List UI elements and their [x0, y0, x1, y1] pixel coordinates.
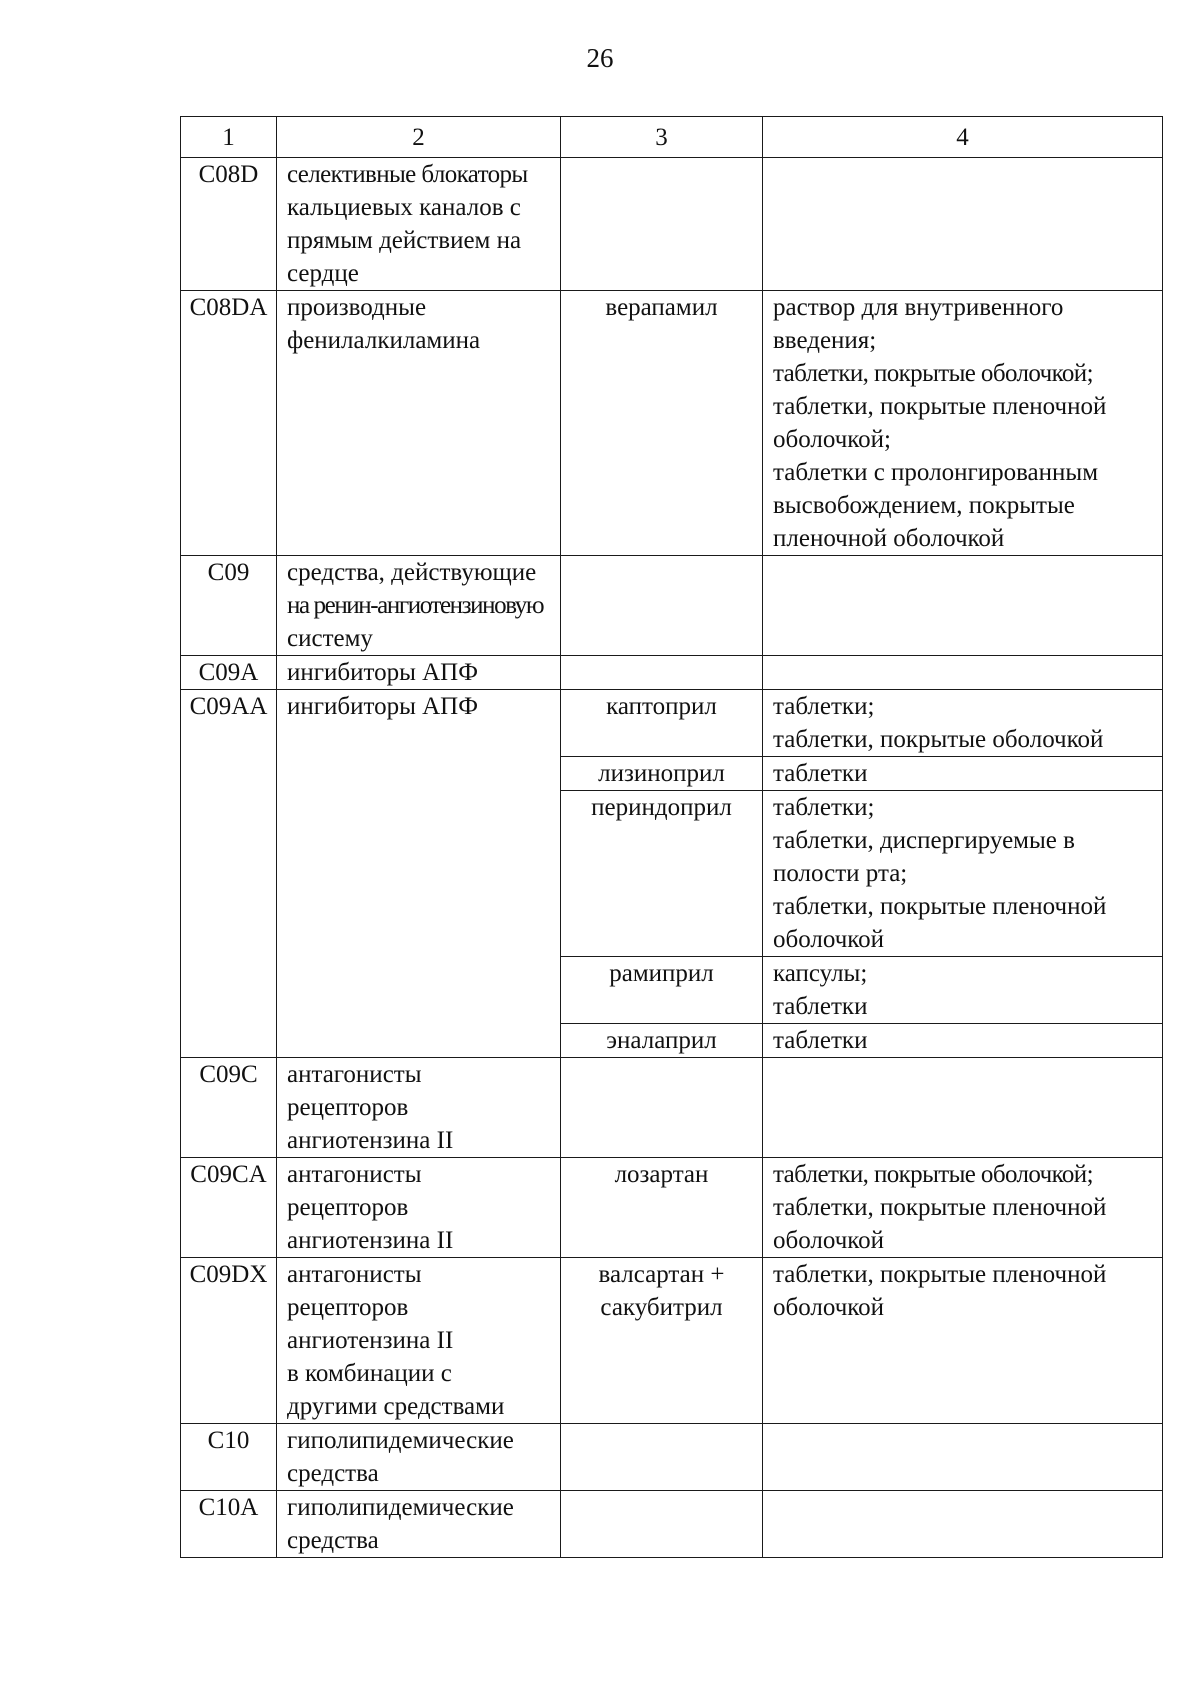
table-row [181, 158, 1163, 291]
table-header-row [181, 117, 1163, 158]
column-header: 1 [181, 117, 277, 158]
table-row [181, 1258, 1163, 1424]
cell-text-line: полости рта; [773, 860, 908, 887]
atc-code-cell: C10A [181, 1491, 277, 1558]
dosage-form-cell [763, 291, 1163, 556]
cell-text-line: кальциевых каналов с [287, 194, 521, 221]
drug-table [180, 116, 1163, 1558]
group-name-cell [277, 1424, 561, 1491]
group-name-cell [277, 690, 561, 1058]
page-number: 26 [586, 43, 614, 73]
cell-text-line: введения; [773, 327, 877, 354]
cell-text-line: рецепторов [287, 1194, 409, 1221]
cell-text-line: таблетки, покрытые оболочкой; [773, 360, 1093, 387]
dosage-form-cell [763, 757, 1163, 791]
dosage-form-cell [763, 957, 1163, 1024]
group-name-cell [277, 1258, 561, 1424]
cell-text-line: валсартан + [598, 1261, 725, 1288]
group-name-cell [277, 656, 561, 690]
drug-name-cell [561, 1491, 763, 1558]
cell-text-line: эналаприл [606, 1027, 717, 1054]
drug-name-cell [561, 791, 763, 957]
cell-text-line: таблетки, покрытые пленочной [773, 1261, 1107, 1288]
cell-text-line: систему [287, 625, 373, 652]
group-name-cell [277, 291, 561, 556]
cell-text-line: таблетки, покрытые оболочкой; [773, 1161, 1093, 1188]
table-row [181, 1158, 1163, 1258]
cell-text-line: в комбинации с [287, 1360, 452, 1387]
drug-name-cell [561, 291, 763, 556]
drug-name-cell [561, 1258, 763, 1424]
cell-text-line: каптоприл [606, 693, 717, 720]
cell-text-line: оболочкой [773, 1294, 885, 1321]
table-row [181, 1058, 1163, 1158]
drug-name-cell [561, 1424, 763, 1491]
cell-text-line: селективные блокаторы [287, 161, 528, 188]
cell-text-line: средства, действующие [287, 559, 537, 586]
atc-code-cell: C08DA [181, 291, 277, 556]
dosage-form-cell [763, 1491, 1163, 1558]
cell-text-line: ангиотензина II [287, 1227, 454, 1254]
cell-text-line: таблетки; [773, 693, 875, 720]
cell-text-line: гиполипидемические [287, 1494, 514, 1521]
cell-text-line: другими средствами [287, 1393, 505, 1420]
cell-text-line: рецепторов [287, 1094, 409, 1121]
atc-code-cell: C09DX [181, 1258, 277, 1424]
drug-name-cell [561, 1024, 763, 1058]
dosage-form-cell [763, 791, 1163, 957]
atc-code-cell: C09AA [181, 690, 277, 1058]
drug-name-cell [561, 656, 763, 690]
cell-text-line: таблетки, покрытые пленочной [773, 393, 1107, 420]
cell-text-line: оболочкой; [773, 426, 891, 453]
table-row [181, 690, 1163, 757]
cell-text-line: рамиприл [609, 960, 714, 987]
cell-text-line: сердце [287, 260, 359, 287]
atc-code-cell: C10 [181, 1424, 277, 1491]
column-header: 3 [561, 117, 763, 158]
cell-text-line: периндоприл [591, 794, 732, 821]
cell-text-line: таблетки [773, 993, 868, 1020]
cell-text-line: антагонисты [287, 1161, 422, 1188]
group-name-cell [277, 158, 561, 291]
drug-name-cell [561, 556, 763, 656]
cell-text-line: высвобождением, покрытые [773, 492, 1075, 519]
cell-text-line: таблетки с пролонгированным [773, 459, 1099, 486]
cell-text-line: рецепторов [287, 1294, 409, 1321]
drug-name-cell [561, 158, 763, 291]
cell-text-line: антагонисты [287, 1261, 422, 1288]
drug-name-cell [561, 1158, 763, 1258]
drug-name-cell [561, 690, 763, 757]
cell-text-line: таблетки, диспергируемые в [773, 827, 1075, 854]
cell-text-line: ангиотензина II [287, 1127, 454, 1154]
group-name-cell [277, 1158, 561, 1258]
cell-text-line: капсулы; [773, 960, 868, 987]
dosage-form-cell [763, 1258, 1163, 1424]
dosage-form-cell [763, 690, 1163, 757]
cell-text-line: фенилалкиламина [287, 327, 481, 354]
table-row [181, 1424, 1163, 1491]
column-header: 4 [763, 117, 1163, 158]
cell-text-line: средства [287, 1460, 379, 1487]
group-name-cell [277, 1491, 561, 1558]
cell-text-line: таблетки, покрытые оболочкой [773, 726, 1104, 753]
drug-name-cell [561, 757, 763, 791]
table-row [181, 656, 1163, 690]
cell-text-line: на ренин-ангиотензиновую [287, 592, 544, 619]
table-row [181, 556, 1163, 656]
cell-text-line: производные [287, 294, 427, 321]
group-name-cell [277, 1058, 561, 1158]
column-header: 2 [277, 117, 561, 158]
cell-text-line: сакубитрил [600, 1294, 723, 1321]
table-row [181, 1491, 1163, 1558]
cell-text-line: таблетки, покрытые пленочной [773, 893, 1107, 920]
drug-name-cell [561, 957, 763, 1024]
dosage-form-cell [763, 656, 1163, 690]
cell-text-line: антагонисты [287, 1061, 422, 1088]
cell-text-line: лозартан [614, 1161, 709, 1188]
atc-code-cell: C09A [181, 656, 277, 690]
cell-text-line: гиполипидемические [287, 1427, 514, 1454]
atc-code-cell: C08D [181, 158, 277, 291]
table-row [181, 291, 1163, 556]
cell-text-line: таблетки [773, 760, 868, 787]
cell-text-line: оболочкой [773, 1227, 885, 1254]
dosage-form-cell [763, 1158, 1163, 1258]
dosage-form-cell [763, 556, 1163, 656]
table-body [181, 158, 1163, 1558]
cell-text-line: ингибиторы АПФ [287, 693, 478, 720]
dosage-form-cell [763, 1058, 1163, 1158]
cell-text-line: оболочкой [773, 926, 885, 953]
dosage-form-cell [763, 1424, 1163, 1491]
dosage-form-cell [763, 1024, 1163, 1058]
cell-text-line: таблетки; [773, 794, 875, 821]
atc-code-cell: C09CA [181, 1158, 277, 1258]
cell-text-line: лизиноприл [598, 760, 725, 787]
atc-code-cell: C09 [181, 556, 277, 656]
cell-text-line: таблетки, покрытые пленочной [773, 1194, 1107, 1221]
cell-text-line: ингибиторы АПФ [287, 659, 478, 686]
group-name-cell [277, 556, 561, 656]
cell-text-line: средства [287, 1527, 379, 1554]
cell-text-line: таблетки [773, 1027, 868, 1054]
cell-text-line: раствор для внутривенного [773, 294, 1064, 321]
cell-text-line: прямым действием на [287, 227, 522, 254]
cell-text-line: верапамил [605, 294, 718, 321]
atc-code-cell: C09C [181, 1058, 277, 1158]
cell-text-line: пленочной оболочкой [773, 525, 1005, 552]
dosage-form-cell [763, 158, 1163, 291]
drug-name-cell [561, 1058, 763, 1158]
cell-text-line: ангиотензина II [287, 1327, 454, 1354]
